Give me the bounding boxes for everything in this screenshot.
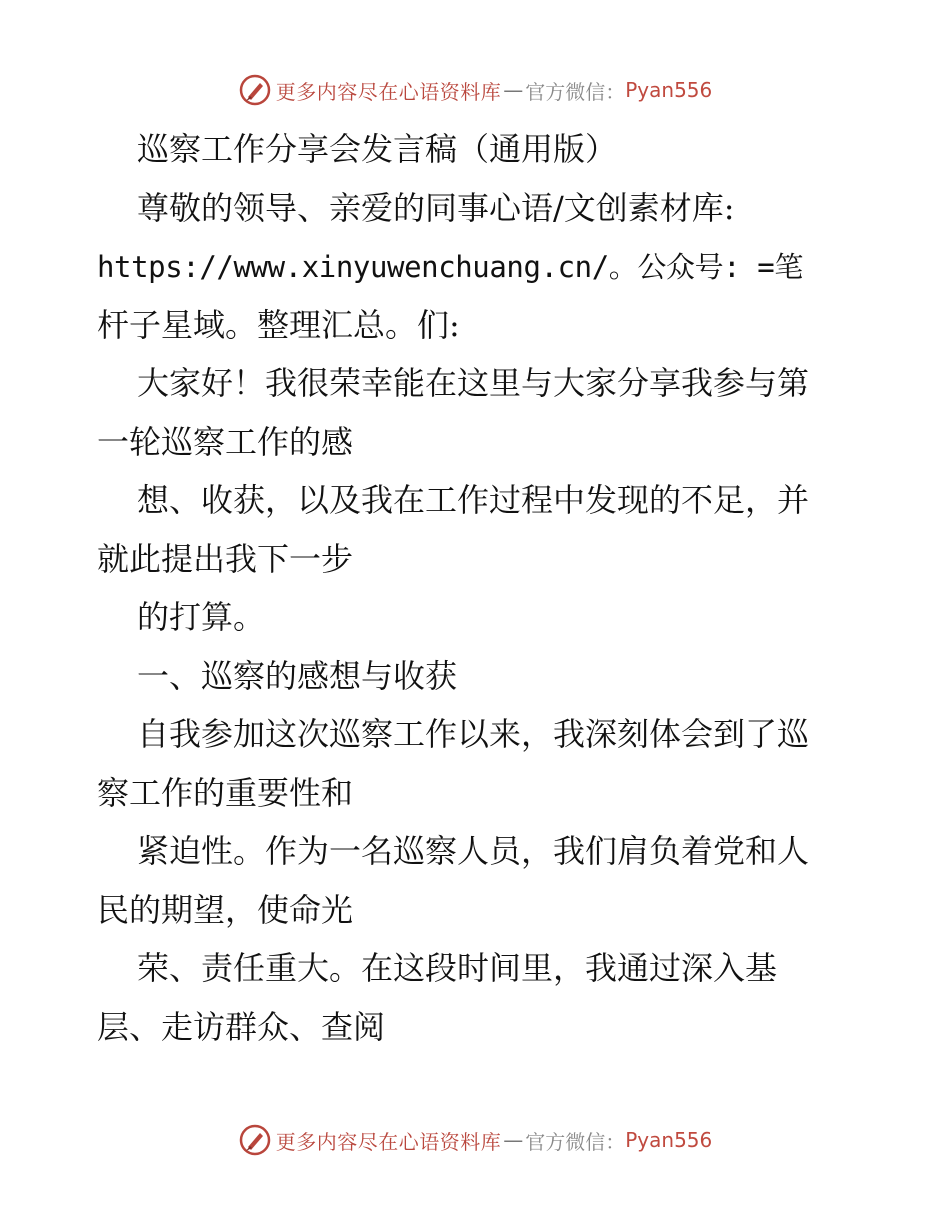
text-line: 荣、责任重大。在这段时间里，我通过深入基 — [137, 949, 778, 987]
wechat-label: 官方微信： — [525, 79, 626, 104]
text-line: 巡察工作分享会发言稿（通用版） — [137, 130, 618, 168]
text-line: 杆子星域。整理汇总。们: — [97, 305, 460, 344]
text-line: 大家好！我很荣幸能在这里与大家分享我参与第 — [137, 364, 810, 402]
logo-icon — [238, 73, 272, 107]
text-line: 层、走访群众、查阅 — [97, 1007, 386, 1046]
text-line: 就此提出我下一步 — [97, 539, 354, 578]
text-line: 紧迫性。作为一名巡察人员，我们肩负着党和人 — [137, 832, 810, 870]
text-line: 一、巡察的感想与收获 — [137, 656, 458, 695]
text-line: 尊敬的领导、亲爱的同事心语/文创素材库: — [137, 188, 735, 227]
wechat-id: Pyan556 — [625, 1128, 713, 1152]
text-line: 的打算。 — [137, 598, 266, 636]
text-line: 民的期望，使命光 — [97, 890, 354, 929]
banner-separator: — — [503, 1128, 524, 1152]
document-body — [97, 120, 857, 1056]
footer-banner — [0, 1120, 950, 1160]
text-line: 想、收获，以及我在工作过程中发现的不足，并 — [137, 481, 810, 519]
logo-icon — [238, 1123, 272, 1157]
banner-text: 更多内容尽在心语资料库 — [275, 1129, 502, 1154]
text-line — [97, 237, 857, 296]
banner-text: 更多内容尽在心语资料库 — [275, 79, 502, 104]
header-banner — [0, 70, 950, 110]
banner-separator: — — [503, 78, 524, 102]
text-line: 自我参加这次巡察工作以来，我深刻体会到了巡 — [137, 715, 810, 753]
url-text: https://www.xinyuwenchuang.cn/。公众号: =笔 — [97, 250, 803, 284]
text-line: 一轮巡察工作的感 — [97, 422, 354, 461]
wechat-label: 官方微信： — [525, 1129, 626, 1154]
text-line: 察工作的重要性和 — [97, 773, 354, 812]
wechat-id: Pyan556 — [625, 78, 713, 102]
